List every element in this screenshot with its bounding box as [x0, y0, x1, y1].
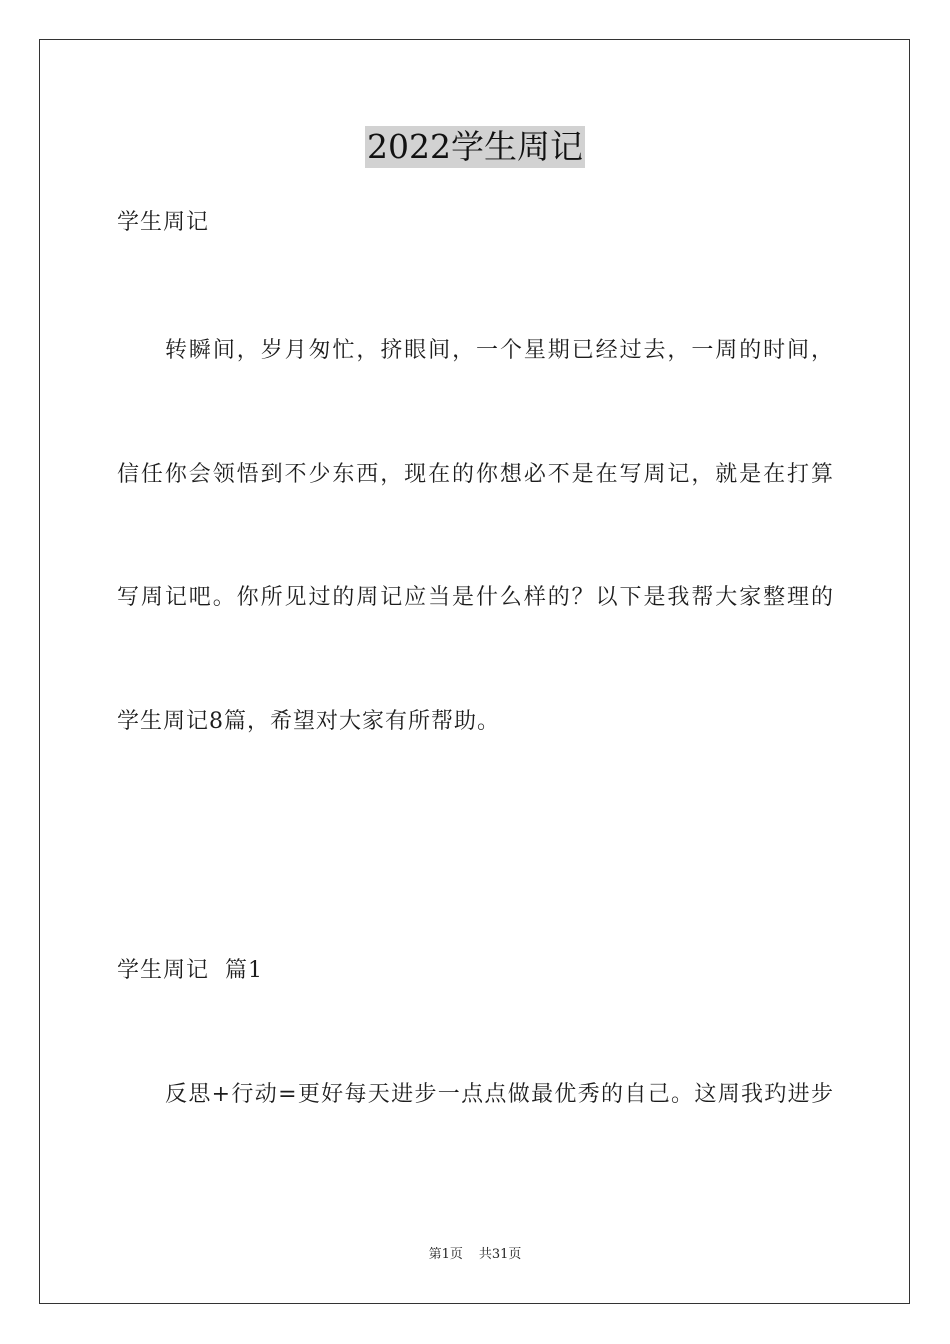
section-line-1: 反思+行动=更好每天进步一点点做最优秀的自己。这周我玓进步 [165, 1082, 833, 1107]
document-title: 2022学生周记 [367, 127, 583, 166]
intro-line-4: 学生周记8篇，希望对大家有所帮助。 [117, 709, 500, 734]
page-number: 第1页 [428, 1247, 463, 1262]
intro-line-1: 转瞬间，岁月匆忙，挤眼间，一个星期已经过去，一周的时间， [165, 338, 833, 363]
page-total: 共31页 [478, 1247, 522, 1262]
intro-line-3: 写周记吧。你所见过的周记应当是什么样的？以下是我帮大家整理的 [117, 585, 833, 610]
document-subtitle: 学生周记 [117, 210, 210, 235]
page-footer [0, 1246, 950, 1264]
section-heading: 学生周记 篇1 [117, 958, 263, 983]
title-container [0, 126, 950, 168]
intro-line-2: 信任你会领悟到不少东西，现在的你想必不是在写周记，就是在打算 [117, 462, 833, 487]
